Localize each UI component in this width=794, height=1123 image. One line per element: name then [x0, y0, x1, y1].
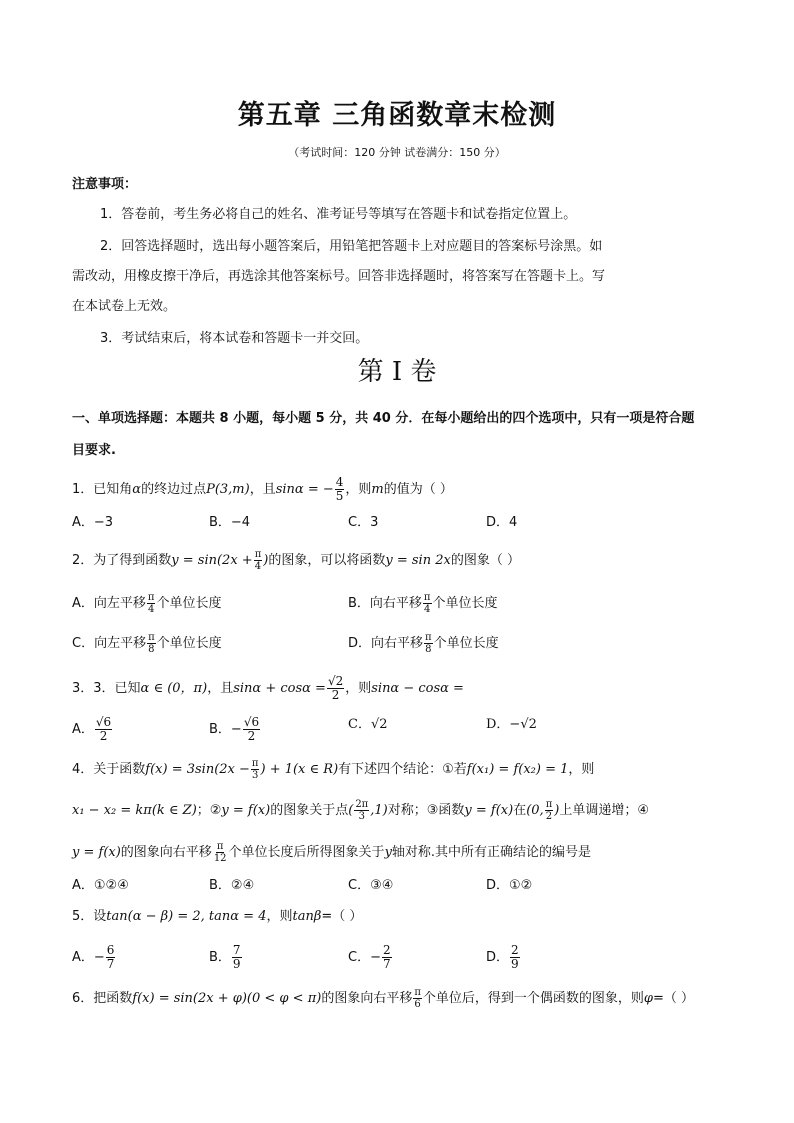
- q2-b-fraction: [423, 592, 432, 615]
- q4-option-c[interactable]: C．③④: [348, 878, 394, 893]
- question-2-stem: [72, 549, 520, 572]
- q4-cond-2: x₁ − x₂ = kπ(k ∈ Z): [72, 803, 197, 818]
- q4-fraction-2: [354, 799, 369, 822]
- q3-text-c: ，则: [345, 681, 372, 696]
- question-6-stem: [72, 987, 694, 1010]
- q3-a-den: 2: [99, 729, 108, 743]
- question-3-stem: [72, 675, 464, 702]
- q1-text-a: 1．已知角: [72, 482, 133, 497]
- q3-text-a: 3．3．已知: [72, 681, 141, 696]
- q4-interval-close: ): [554, 803, 560, 818]
- q4-f3-den: 2: [545, 811, 553, 822]
- q2-c-den: 8: [148, 644, 155, 655]
- q1-m: m: [371, 482, 384, 497]
- q3-fraction: [327, 675, 344, 702]
- q1-frac-num: 4: [335, 475, 344, 489]
- q4-f1-den: 3: [252, 770, 259, 781]
- q4-f3-num: π: [545, 799, 553, 810]
- question-4-line-1: [72, 758, 594, 781]
- q4-option-b[interactable]: B．②④: [209, 878, 255, 893]
- q3-b-den: 2: [247, 729, 256, 743]
- q2-d-fraction: [424, 632, 433, 655]
- q2-frac-num: π: [254, 549, 262, 560]
- question-4-line-2: [72, 799, 649, 822]
- q4-text-j: 个单位长度后所得图象关于: [228, 845, 385, 860]
- q3-option-c[interactable]: C．√2: [348, 717, 388, 732]
- q3-b-num: √6: [243, 715, 260, 729]
- q5-b-label: B．: [209, 950, 231, 965]
- q5-c-den: 7: [382, 957, 391, 971]
- q2-c-num: π: [148, 632, 155, 643]
- question-4-line-3: [72, 841, 591, 864]
- notice-item-2-line-3: 在本试卷上无效。: [72, 299, 177, 314]
- q4-text-f: 对称；③函数: [387, 803, 465, 818]
- q2-option-d[interactable]: [348, 632, 499, 655]
- q4-f1-num: π: [251, 758, 259, 769]
- q2-option-c[interactable]: [72, 632, 222, 655]
- q5-d-num: 2: [511, 943, 519, 957]
- q3-b-label: B．−: [209, 722, 242, 737]
- q4-f4-den: 12: [213, 853, 227, 864]
- q2-option-b[interactable]: [348, 592, 498, 615]
- q4-f2-den: 3: [358, 811, 365, 822]
- q4-text-k: 轴对称.其中所有正确结论的编号是: [391, 845, 592, 860]
- q4-f2-num: 2π: [355, 799, 369, 810]
- q4-function-tail: ) + 1(x ∈ R): [260, 762, 339, 777]
- q5-a-label: A．−: [72, 950, 105, 965]
- q1-text-c: ，且: [249, 482, 276, 497]
- q3-condition: α ∈ (0，π): [140, 681, 208, 696]
- q1-frac-den: 5: [335, 489, 344, 503]
- q3-option-d[interactable]: D．−√2: [486, 717, 537, 732]
- q4-yfx-1: y = f(x): [221, 803, 271, 818]
- q5-b-num: 7: [232, 943, 241, 957]
- q6-fraction: [413, 987, 422, 1010]
- q2-expr-1: y = sin(2x +: [171, 553, 253, 568]
- q3-ask: sinα − cosα =: [371, 681, 464, 696]
- q4-text-g: 在: [513, 803, 527, 818]
- q4-option-a[interactable]: A．①②④: [72, 878, 129, 893]
- q4-option-d[interactable]: D．①②: [486, 878, 533, 893]
- q5-c-num: 2: [382, 943, 391, 957]
- q4-text-c: ，则: [568, 762, 595, 777]
- q1-text-d: ，则: [345, 482, 372, 497]
- q5-d-fraction: [510, 944, 520, 971]
- q2-d-text: D．向右平移: [348, 636, 424, 651]
- q2-b-den: 4: [424, 604, 431, 615]
- q4-text-e: 的图象关于点: [270, 803, 349, 818]
- q4-fraction-1: [251, 758, 260, 781]
- q1-text-b: 的终边过点: [141, 482, 207, 497]
- q2-b-text: B．向右平移: [348, 596, 422, 611]
- q5-text-c: =（ ）: [321, 909, 363, 924]
- q2-c-fraction: [147, 632, 156, 655]
- notice-item-3: 3．考试结束后，将本试卷和答题卡一并交回。: [100, 331, 369, 346]
- q2-text-b: 的图象，可以将函数: [268, 553, 386, 568]
- section-heading-line-1: 一、单项选择题：本题共 8 小题，每小题 5 分，共 40 分．在每小题给出的四个选项中，只有一项是符合题: [72, 411, 695, 426]
- q3-a-label: A．: [72, 722, 94, 737]
- q2-d-unit: 个单位长度: [433, 636, 499, 651]
- q5-a-den: 7: [106, 957, 115, 971]
- q4-cond-1: f(x₁) = f(x₂) = 1: [466, 762, 569, 777]
- q5-d-label: D．: [486, 950, 510, 965]
- q3-frac-num: √2: [327, 674, 344, 688]
- notice-item-2-line-2: 需改动，用橡皮擦干净后，再选涂其他答案标号。回答非选择题时，将答案写在答题卡上。写: [72, 269, 606, 284]
- q1-text-e: 的值为（ ）: [383, 482, 453, 497]
- q2-a-unit: 个单位长度: [156, 596, 222, 611]
- q4-f4-num: π: [216, 841, 224, 852]
- q3-a-num: √6: [95, 715, 112, 729]
- q5-a-num: 6: [106, 943, 115, 957]
- q4-function: f(x) = 3sin(2x −: [145, 762, 250, 777]
- q3-frac-den: 2: [331, 688, 340, 702]
- q6-text-b: 的图象向右平移: [321, 991, 413, 1006]
- q6-phi: φ: [643, 991, 654, 1006]
- q4-point-close: ,1): [370, 803, 388, 818]
- q1-option-b[interactable]: B．−4: [209, 515, 251, 530]
- question-1-stem: [72, 476, 453, 503]
- q2-close-paren: ): [263, 553, 269, 568]
- volume-heading: 第 I 卷: [357, 357, 437, 387]
- q2-a-fraction: [147, 592, 156, 615]
- question-5-stem: [72, 908, 362, 926]
- q3-option-b[interactable]: [209, 716, 261, 743]
- q4-interval-open: (0,: [526, 803, 544, 818]
- q5-d-den: 9: [511, 957, 519, 971]
- notice-item-2-line-1: 2．回答选择题时，选出每小题答案后，用铅笔把答题卡上对应题目的答案标号涂黑。如: [100, 239, 603, 254]
- q4-text-a: 4．关于函数: [72, 762, 146, 777]
- q5-option-a[interactable]: [72, 944, 116, 971]
- q6-frac-den: 6: [414, 999, 421, 1010]
- q5-option-d[interactable]: [486, 944, 521, 971]
- q3-expr: sinα + cosα =: [233, 681, 326, 696]
- q6-text-d: =（ ）: [653, 991, 695, 1006]
- q5-text-a: 5．设: [72, 909, 107, 924]
- q3-option-a[interactable]: [72, 716, 113, 743]
- q1-alpha: α: [132, 482, 142, 497]
- q5-b-den: 9: [232, 957, 241, 971]
- q2-d-den: 8: [425, 644, 432, 655]
- q4-text-b: 有下述四个结论：①若: [338, 762, 467, 777]
- q1-fraction: [335, 476, 345, 503]
- q2-text-a: 2．为了得到函数: [72, 553, 172, 568]
- q1-point: P(3,m): [206, 482, 250, 497]
- q5-expr: tan(α − β) = 2, tanα = 4: [106, 909, 267, 924]
- q5-text-b: ，则: [266, 909, 293, 924]
- q2-c-text: C．向左平移: [72, 636, 147, 651]
- q2-b-num: π: [423, 592, 431, 603]
- q1-option-c[interactable]: C．3: [348, 515, 379, 530]
- q5-option-c[interactable]: [348, 944, 393, 971]
- q6-frac-num: π: [414, 987, 421, 998]
- q3-a-fraction: [95, 716, 112, 743]
- q5-b-fraction: [232, 944, 242, 971]
- q2-b-unit: 个单位长度: [432, 596, 498, 611]
- notice-heading: 注意事项：: [72, 177, 138, 192]
- page-subtitle: （考试时间：120 分钟 试卷满分：150 分）: [288, 146, 506, 159]
- q2-a-num: π: [147, 592, 155, 603]
- notice-item-1: 1．答卷前，考生务必将自己的姓名、准考证号等填写在答题卡和试卷指定位置上。: [100, 207, 577, 222]
- q4-y-axis: y: [384, 845, 392, 860]
- q5-ask: tanβ: [292, 909, 322, 924]
- q3-b-fraction: [243, 716, 260, 743]
- q1-sin-expr: sinα = −: [275, 482, 334, 497]
- q1-option-a[interactable]: A．−3: [72, 515, 114, 530]
- q2-option-a[interactable]: [72, 592, 222, 615]
- q5-option-b[interactable]: [209, 944, 243, 971]
- q4-text-d: ；②: [196, 803, 222, 818]
- q4-yfx-2: y = f(x): [464, 803, 514, 818]
- q4-text-h: 上单调递增；④: [559, 803, 649, 818]
- q4-yfx-3: y = f(x): [72, 845, 121, 860]
- q2-a-text: A．向左平移: [72, 596, 146, 611]
- q2-expr-2: y = sin 2x: [385, 553, 451, 568]
- q2-a-den: 4: [148, 604, 155, 615]
- q5-a-fraction: [106, 944, 116, 971]
- q4-fraction-4: [213, 841, 228, 864]
- q6-text-a: 6．把函数: [72, 991, 133, 1006]
- q1-option-d[interactable]: D．4: [486, 515, 518, 530]
- q4-point-open: (: [348, 803, 354, 818]
- q4-text-i: 的图象向右平移: [120, 845, 212, 860]
- q2-c-unit: 个单位长度: [156, 636, 222, 651]
- q2-text-c: 的图象（ ）: [450, 553, 520, 568]
- q2-fraction: [254, 549, 263, 572]
- q6-text-c: 个单位后，得到一个偶函数的图象，则: [422, 991, 644, 1006]
- q3-text-b: ，且: [207, 681, 234, 696]
- q5-c-fraction: [382, 944, 392, 971]
- q6-expr: f(x) = sin(2x + φ)(0 < φ < π): [132, 991, 322, 1006]
- q5-c-label: C．−: [348, 950, 381, 965]
- section-heading-line-2: 目要求.: [72, 443, 116, 458]
- q2-d-num: π: [425, 632, 432, 643]
- page-title: 第五章 三角函数章末检测: [237, 100, 557, 131]
- q4-fraction-3: [545, 799, 554, 822]
- q2-frac-den: 4: [254, 561, 262, 572]
